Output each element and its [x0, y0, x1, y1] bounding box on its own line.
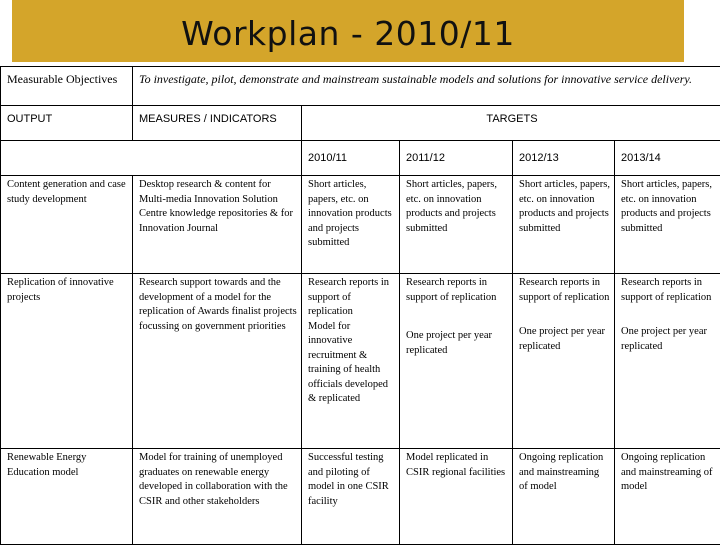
row-output: Content generation and case study development: [1, 176, 133, 274]
row-target: Short articles, papers, etc. on innovation products and projects submitted: [615, 176, 720, 274]
row-measure: Model for training of unemployed graduates on renewable energy developed in collaboration with the CSIR and other stakeholders: [133, 449, 302, 545]
workplan-table: [0, 66, 720, 545]
row-target-extra: Model for innovative recruitment & training of health officials developed & replicated: [308, 320, 395, 407]
table-row: [1, 274, 720, 449]
row-target: Research reports in support of replication: [308, 276, 395, 320]
row-target: Ongoing replication and mainstreaming of model: [513, 449, 615, 545]
year-2010-11: 2010/11: [302, 141, 400, 176]
row-output: Replication of innovative projects: [1, 274, 133, 449]
table-row: [1, 449, 720, 545]
header-row: [1, 106, 720, 141]
title-bar: [12, 0, 684, 62]
row-target-cell: [400, 274, 513, 449]
row-target-cell: [615, 274, 720, 449]
year-2011-12: 2011/12: [400, 141, 513, 176]
row-target-extra: One project per year replicated: [406, 329, 508, 358]
row-target-cell: [513, 274, 615, 449]
year-row: [1, 141, 720, 176]
row-target: Research reports in support of replication: [406, 276, 508, 305]
row-measure: Research support towards and the development of a model for the replication of Awards finalist projects focussing on government priorities: [133, 274, 302, 449]
row-target: Research reports in support of replication: [519, 276, 610, 305]
row-target: Short articles, papers, etc. on innovation products and projects submitted: [400, 176, 513, 274]
row-target: Model replicated in CSIR regional facilities: [400, 449, 513, 545]
row-measure: Desktop research & content for Multi-media Innovation Solution Centre knowledge repositories & for Innovation Journal: [133, 176, 302, 274]
row-target: Research reports in support of replication: [621, 276, 716, 305]
row-target: Short articles, papers, etc. on innovation products and projects submitted: [513, 176, 615, 274]
objective-row: [1, 67, 720, 106]
row-target: Successful testing and piloting of model in one CSIR facility: [302, 449, 400, 545]
row-target-extra: One project per year replicated: [519, 325, 610, 354]
year-row-blank: [1, 141, 302, 176]
year-2012-13: 2012/13: [513, 141, 615, 176]
year-2013-14: 2013/14: [615, 141, 720, 176]
row-target: Ongoing replication and mainstreaming of model: [615, 449, 720, 545]
objective-label: Measurable Objectives: [1, 67, 133, 106]
page-title: Workplan - 2010/11: [12, 14, 684, 53]
row-output: Renewable Energy Education model: [1, 449, 133, 545]
row-target-cell: [302, 274, 400, 449]
row-target-extra: One project per year replicated: [621, 325, 716, 354]
objective-text: To investigate, pilot, demonstrate and mainstream sustainable models and solutions for innovative service delivery.: [133, 67, 720, 106]
output-header: OUTPUT: [1, 106, 133, 141]
row-target: Short articles, papers, etc. on innovation products and projects submitted: [302, 176, 400, 274]
measures-header: MEASURES / INDICATORS: [133, 106, 302, 141]
targets-header: TARGETS: [302, 106, 720, 141]
table-row: [1, 176, 720, 274]
